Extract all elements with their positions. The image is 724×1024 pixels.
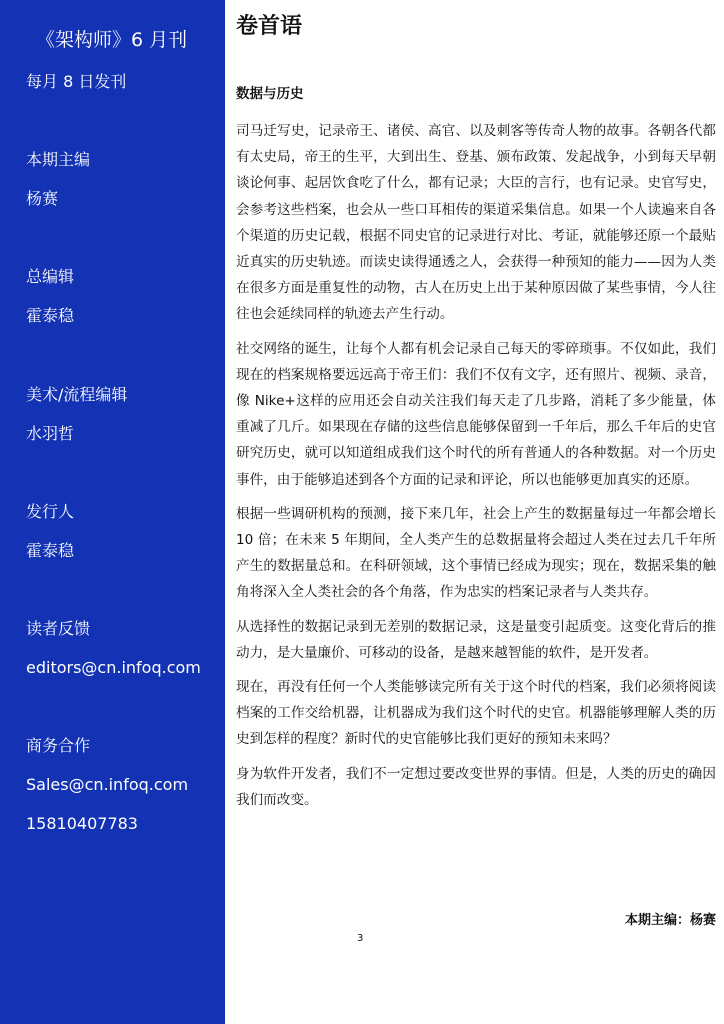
sidebar: [0, 0, 225, 1024]
page-title: 卷首语: [236, 14, 303, 39]
chief-editor-name: 杨赛: [26, 189, 59, 208]
editor-signature: 本期主编：杨赛: [624, 913, 716, 928]
editor-in-chief-label: 总编辑: [26, 267, 75, 286]
art-editor-name: 水羽哲: [26, 424, 75, 443]
section-heading: 数据与历史: [236, 86, 304, 102]
art-editor-label: 美术/流程编辑: [26, 385, 128, 404]
paragraph-4: 从选择性的数据记录到无差别的数据记录，这是量变引起质变。这变化背后的推动力，是大量廉价、可移动的设备，是越来越智能的软件，是开发者。: [236, 618, 716, 661]
feedback-email[interactable]: editors@cn.infoq.com: [26, 658, 201, 677]
article-body: [236, 118, 716, 821]
business-email[interactable]: Sales@cn.infoq.com: [26, 775, 189, 794]
paragraph-3: 根据一些调研机构的预测，接下来几年，社会上产生的数据量每过一年都会增长 10 倍；在未来 5 年期间，全人类产生的总数据量将会超过人类在过去几千年所产生的数据量总和。在科研领域，这个事情已经成为现实；现在，数据采集的触角将深入全人类社会的各个角落，作为忠实的档案记录者与人类共存。: [236, 505, 716, 601]
business-label: 商务合作: [26, 736, 91, 755]
magazine-title: 《架构师》6 月刊: [36, 29, 188, 51]
paragraph-1: 司马迁写史，记录帝王、诸侯、高官、以及刺客等传奇人物的故事。各朝各代都有太史局，帝王的生平，大到出生、登基、颁布政策、发起战争，小到每天早朝谈论何事、起居饮食吃了什么，都有记录；大臣的言行，也有记录。史官写史，会参考这些档案，也会从一些口耳相传的渠道采集信息。如果一个人读遍来自各个渠道的历史记载，根据不同史官的记录进行对比、考证，就能够还原一个最贴近真实的历史轨迹。而读史读得通透之人，会获得一种预知的能力——因为人类在很多方面是重复性的动物，古人在历史上出于某种原因做了某些事情，今人往往也会延续同样的轨迹去产生行动。: [236, 123, 716, 323]
chief-editor-label: 本期主编: [26, 150, 91, 169]
feedback-label: 读者反馈: [26, 619, 91, 638]
editor-in-chief-name: 霍泰稳: [26, 306, 75, 325]
publisher-label: 发行人: [26, 502, 75, 521]
paragraph-2: 社交网络的诞生，让每个人都有机会记录自己每天的零碎琐事。不仅如此，我们现在的档案规格要远远高于帝王们：我们不仅有文字，还有照片、视频、录音，像 Nike+这样的应用还会自动关注我们每天走了几步路，消耗了多少能量，体重减了几斤。如果现在存储的这些信息能够保留到一千年后，那么千年后的史官研究历史，就可以知道组成我们这个时代的所有普通人的各种数据。对一个历史事件，由于能够追述到各个方面的记录和评论，所以也能够更加真实的还原。: [236, 340, 716, 488]
business-phone: 15810407783: [26, 814, 138, 833]
paragraph-5: 现在，再没有任何一个人类能够读完所有关于这个时代的档案，我们必须将阅读档案的工作交给机器，让机器成为我们这个时代的史官。机器能够理解人类的历史到怎样的程度？新时代的史官能够比我们更好的预知未来吗？: [236, 679, 716, 748]
publish-note: 每月 8 日发刊: [26, 72, 127, 91]
paragraph-6: 身为软件开发者，我们不一定想过要改变世界的事情。但是，人类的历史的确因我们而改变。: [236, 765, 716, 808]
publisher-name: 霍泰稳: [26, 541, 75, 560]
page-number: 3: [357, 933, 364, 944]
